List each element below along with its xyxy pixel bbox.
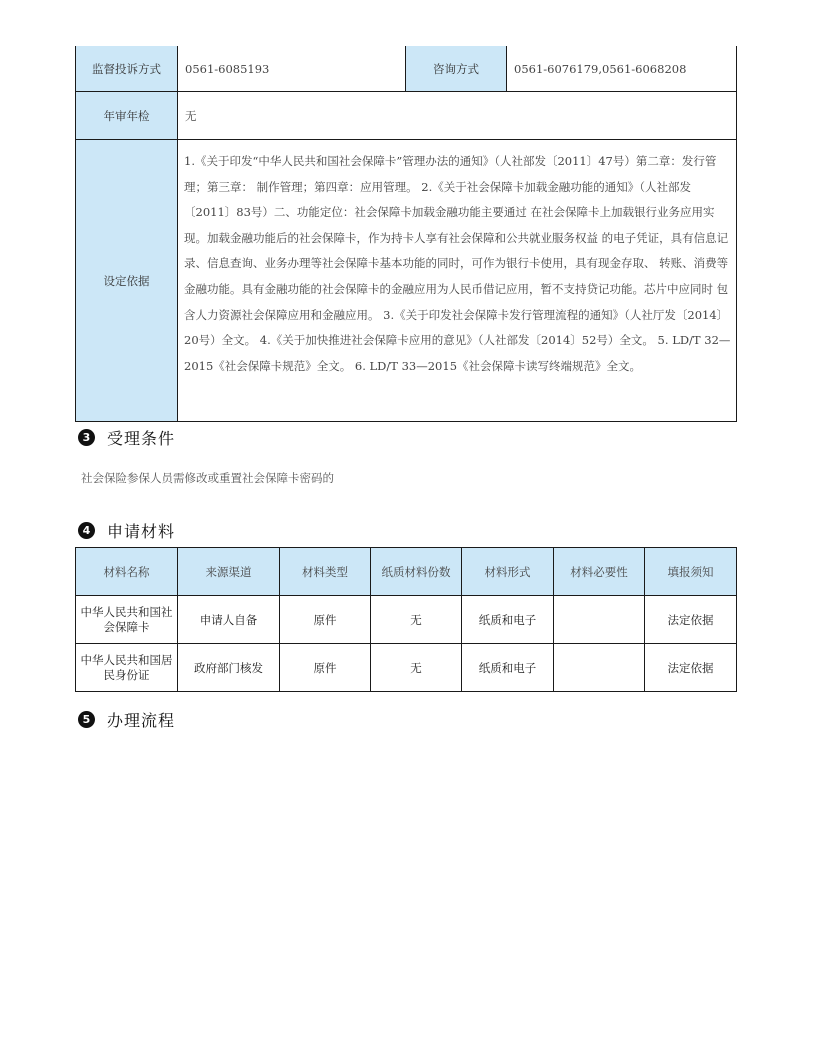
- table-row: [76, 644, 737, 692]
- info-table: [75, 46, 737, 422]
- section-number-badge: 4: [78, 522, 95, 539]
- material-form: 纸质和电子: [462, 644, 554, 692]
- conditions-text: 社会保险参保人员需修改或重置社会保障卡密码的: [81, 471, 334, 485]
- material-notes: 法定依据: [645, 596, 737, 644]
- header-cell: 纸质材料份数: [371, 548, 462, 596]
- material-source: 申请人自备: [178, 596, 280, 644]
- supervision-value: 0561-6085193: [178, 46, 406, 92]
- header-cell: 材料类型: [280, 548, 371, 596]
- section-title: 办理流程: [107, 711, 176, 730]
- section-heading-materials: [78, 519, 175, 542]
- table-row: [76, 596, 737, 644]
- section-number-badge: 3: [78, 429, 95, 446]
- material-form: 纸质和电子: [462, 596, 554, 644]
- header-cell: 材料形式: [462, 548, 554, 596]
- header-cell: 材料名称: [76, 548, 178, 596]
- material-name: 中华人民共和国社会保障卡: [76, 596, 178, 644]
- supervision-label: 监督投诉方式: [76, 46, 178, 92]
- header-cell: 材料必要性: [554, 548, 645, 596]
- consult-label: 咨询方式: [406, 46, 507, 92]
- material-copies: 无: [371, 644, 462, 692]
- material-notes: 法定依据: [645, 644, 737, 692]
- consult-value: 0561-6076179,0561-6068208: [507, 46, 737, 92]
- material-necessity: [554, 644, 645, 692]
- material-source: 政府部门核发: [178, 644, 280, 692]
- legal-basis-label: 设定依据: [76, 140, 178, 422]
- material-necessity: [554, 596, 645, 644]
- materials-table: [75, 547, 737, 692]
- annual-review-value: 无: [178, 92, 737, 140]
- section-title: 受理条件: [107, 429, 176, 448]
- section-number-badge: 5: [78, 711, 95, 728]
- header-cell: 填报须知: [645, 548, 737, 596]
- section-heading-conditions: [78, 426, 175, 449]
- section-title: 申请材料: [107, 522, 176, 541]
- table-header-row: [76, 548, 737, 596]
- header-cell: 来源渠道: [178, 548, 280, 596]
- material-type: 原件: [280, 596, 371, 644]
- material-type: 原件: [280, 644, 371, 692]
- legal-basis-text: 1.《关于印发“中华人民共和国社会保障卡”管理办法的通知》（人社部发〔2011〕47号）第二章：发行管理；第三章： 制作管理；第四章：应用管理。 2.《关于社会保障卡加载金融功能的通知》（人社部发〔2011〕83号）二、功能定位：社会保障卡加载金融功能主要通过 在社会保障卡上加载银行业务应用实现。加载金融功能后的社会保障卡，作为持卡人享有社会保障和公共就业服务权益 的电子凭证，具有信息记录、信息查询、业务办理等社会保障卡基本功能的同时，可作为银行卡使用，具有现金存取、 转账、消费等金融功能。具有金融功能的社会保障卡的金融应用为人民币借记应用，暂不支持贷记功能。芯片中应同时 包含人力资源社会保障应用和金融应用。 3.《关于印发社会保障卡发行管理流程的通知》（人社厅发〔2014〕20号）全文。 4.《关于加快推进社会保障卡应用的意见》（人社部发〔2014〕52号）全文。 5. LD/T 32—2015《社会保障卡规范》全文。 6. LD/T 33—2015《社会保障卡读写终端规范》全文。: [178, 140, 737, 422]
- material-name: 中华人民共和国居民身份证: [76, 644, 178, 692]
- material-copies: 无: [371, 596, 462, 644]
- annual-review-label: 年审年检: [76, 92, 178, 140]
- section-heading-process: [78, 708, 175, 731]
